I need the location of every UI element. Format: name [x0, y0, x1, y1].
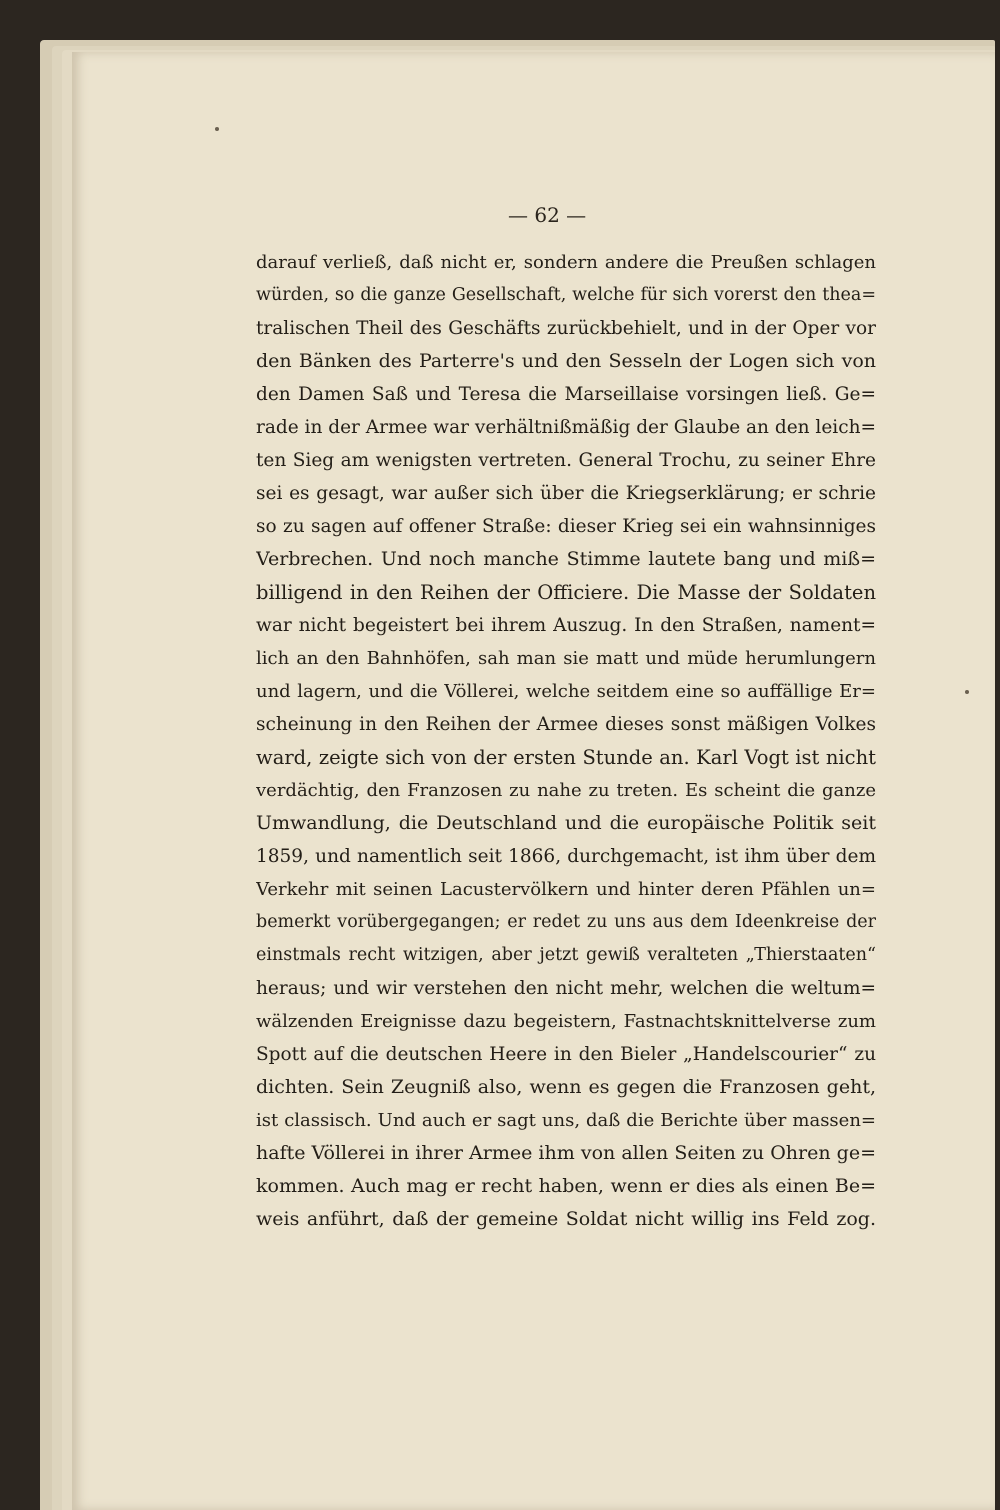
- text-line: weis anführt, daß der gemeine Soldat nicht willig ins Feld zog.: [256, 1208, 876, 1230]
- paper-speck: [965, 690, 969, 694]
- text-line: heraus; und wir verstehen den nicht mehr, welchen die weltum=: [256, 978, 876, 999]
- text-line: tralischen Theil des Geschäfts zurückbehielt, und in der Oper vor: [256, 318, 876, 339]
- text-line: Verbrechen. Und noch manche Stimme lautete bang und miß=: [256, 548, 876, 570]
- text-line: und lagern, und die Völlerei, welche seitdem eine so auffällige Er=: [256, 681, 876, 702]
- text-line: so zu sagen auf offener Straße: dieser Krieg sei ein wahnsinniges: [256, 516, 876, 537]
- text-line: den Damen Saß und Teresa die Marseillaise vorsingen ließ. Ge=: [256, 384, 876, 405]
- text-line: verdächtig, den Franzosen zu nahe zu treten. Es scheint die ganze: [256, 780, 876, 801]
- text-line: einstmals recht witzigen, aber jetzt gewiß veralteten „Thierstaaten“: [256, 945, 876, 965]
- text-line: Spott auf die deutschen Heere in den Bieler „Handelscourier“ zu: [256, 1044, 876, 1065]
- text-line: war nicht begeistert bei ihrem Auszug. In den Straßen, nament=: [256, 615, 876, 636]
- text-line: hafte Völlerei in ihrer Armee ihm von allen Seiten zu Ohren ge=: [256, 1142, 876, 1164]
- body-text: [256, 246, 876, 1236]
- text-line: ward, zeigte sich von der ersten Stunde an. Karl Vogt ist nicht: [256, 746, 876, 769]
- text-line: lich an den Bahnhöfen, sah man sie matt und müde herumlungern: [256, 648, 876, 669]
- text-line: wälzenden Ereignisse dazu begeistern, Fastnachtsknittelverse zum: [256, 1011, 876, 1032]
- text-line: dichten. Sein Zeugniß also, wenn es gegen die Franzosen geht,: [256, 1076, 876, 1098]
- text-line: Umwandlung, die Deutschland und die europäische Politik seit: [256, 812, 876, 834]
- text-line: Verkehr mit seinen Lacustervölkern und hinter deren Pfählen un=: [256, 879, 876, 900]
- text-line: ten Sieg am wenigsten vertreten. General Trochu, zu seiner Ehre: [256, 450, 876, 471]
- text-line: bemerkt vorübergegangen; er redet zu uns aus dem Ideenkreise der: [256, 912, 876, 932]
- text-line: scheinung in den Reihen der Armee dieses sonst mäßigen Volkes: [256, 714, 876, 735]
- page-number: — 62 —: [508, 203, 587, 227]
- text-line: billigend in den Reihen der Officiere. Die Masse der Soldaten: [256, 581, 876, 604]
- text-line: rade in der Armee war verhältnißmäßig der Glaube an den leich=: [256, 417, 876, 438]
- text-line: würden, so die ganze Gesellschaft, welche für sich vorerst den thea=: [256, 285, 876, 305]
- text-line: kommen. Auch mag er recht haben, wenn er dies als einen Be=: [256, 1175, 876, 1197]
- text-line: ist classisch. Und auch er sagt uns, daß die Berichte über massen=: [256, 1110, 876, 1131]
- text-line: darauf verließ, daß nicht er, sondern andere die Preußen schlagen: [256, 252, 876, 273]
- text-line: den Bänken des Parterre's und den Sesseln der Logen sich von: [256, 350, 876, 372]
- paper-speck: [215, 127, 219, 131]
- text-line: sei es gesagt, war außer sich über die Kriegserklärung; er schrie: [256, 483, 876, 504]
- text-line: 1859, und namentlich seit 1866, durchgemacht, ist ihm über dem: [256, 846, 876, 867]
